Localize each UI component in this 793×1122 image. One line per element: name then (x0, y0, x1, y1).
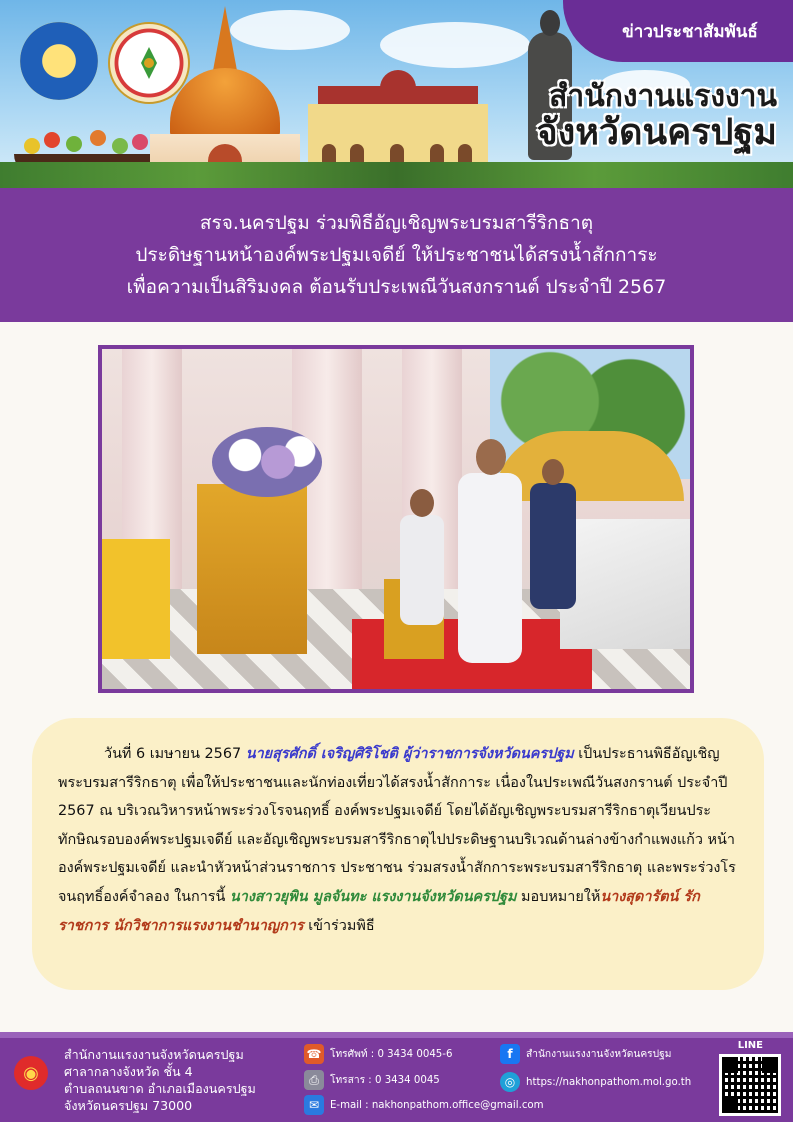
white-railing (560, 519, 690, 649)
headline-line3: เพื่อความเป็นสิริมงคล ต้อนรับประเพณีวันสงกรานต์ ประจำปี 2567 (126, 276, 667, 298)
golden-altar (197, 484, 307, 654)
qr-code-icon (719, 1054, 781, 1116)
body-main-text: เป็นประธานพิธีอัญเชิญพระบรมสารีริกธาตุ เพื่อให้ประชาชนและนักท่องเที่ยวได้สรงน้ำสักการะ เนื่องในประเพณีวันสงกรานต์ ประจำปี 2567 ณ บริเวณวิหารหน้าพระร่วงโรจนฤทธิ์ องค์พระปฐมเจดีย์ โดยได้อัญเชิญพระบรมสารีริกธาตุเวียนประทักษิณรอบองค์พระปฐมเจดีย์ และอัญเชิญพระบรมสารีริกธาตุไปประดิษฐานบริเวณด้านล่างข้างกำแพงแก้ว หน้าองค์พระปฐมเจดีย์ และนำหัวหน้าส่วนราชการ ประชาชน ร่วมสรงน้ำสักการะพระบรมสารีริกธาตุ และพระร่วงโรจนฤทธิ์องค์จำลอง ในการนี้ (58, 746, 736, 905)
officer-name: นางสุดารัตน์ รักราชการ นักวิชาการแรงงานชำนาญการ (58, 888, 700, 934)
website-contact[interactable] (500, 1072, 691, 1092)
flower-arrangement (212, 427, 322, 497)
body-assign-text: มอบหมายให้ (516, 888, 601, 905)
news-body-paragraph (58, 740, 738, 940)
official-figure (530, 459, 576, 609)
tree-line (0, 162, 793, 188)
facebook-text[interactable]: สำนักงานแรงงานจังหวัดนครปฐม (526, 1049, 672, 1060)
fax-contact (304, 1070, 440, 1090)
email-icon: ✉ (304, 1095, 324, 1115)
facebook-icon: f (500, 1044, 520, 1064)
ceremony-photo (98, 345, 694, 693)
facebook-contact[interactable] (500, 1044, 671, 1064)
footer-strip (0, 1032, 793, 1038)
address-line2: ศาลากลางจังหวัด ชั้น 4 (64, 1064, 193, 1079)
governor-name: นายสุรศักดิ์ เจริญศิริโชติ ผู้ว่าราชการจังหวัดนครปฐม (245, 746, 574, 762)
headline-line2: ประดิษฐานหน้าองค์พระปฐมเจดีย์ ให้ประชาชนได้สรงน้ำสักการะ (135, 244, 658, 266)
office-name-line2: จังหวัดนครปฐม (536, 112, 777, 153)
body-date-text: วันที่ 6 เมษายน 2567 (104, 746, 246, 762)
website-text[interactable]: https://nakhonpathom.mol.go.th (526, 1076, 692, 1088)
email-contact[interactable] (304, 1095, 544, 1115)
headline-line1: สรจ.นครปฐม ร่วมพิธีอัญเชิญพระบรมสารีริกธาตุ (199, 212, 594, 234)
press-release-tag: ข่าวประชาสัมพันธ์ (563, 0, 793, 62)
line-label: LINE (737, 1040, 763, 1051)
cloud (380, 22, 530, 68)
governor-figure (450, 439, 530, 669)
phra-pathommachedi-illustration (150, 6, 300, 188)
office-name-line1: สำนักงานแรงงาน (549, 79, 777, 114)
attendant-figure (398, 489, 446, 629)
news-body-card (32, 718, 764, 990)
email-text[interactable]: E-mail : nakhonpathom.office@gmail.com (330, 1099, 544, 1111)
yellow-sign (102, 539, 170, 659)
phone-contact (304, 1044, 452, 1064)
location-pin-icon: ◉ (14, 1056, 48, 1090)
phone-icon: ☎ (304, 1044, 324, 1064)
footer-address (64, 1046, 256, 1114)
address-line1: สำนักงานแรงงานจังหวัดนครปฐม (64, 1047, 244, 1062)
headline (0, 188, 793, 322)
phone-text: โทรศัพท์ : 0 3434 0045-6 (330, 1049, 453, 1060)
province-seal-logo (20, 22, 98, 100)
fax-icon: ⎙ (304, 1070, 324, 1090)
office-name (537, 80, 777, 153)
address-line3: ตำบลถนนขาด อำเภอเมืองนครปฐม (64, 1081, 256, 1096)
address-line4: จังหวัดนครปฐม 73000 (64, 1098, 193, 1113)
body-end-text: เข้าร่วมพิธี (303, 917, 375, 934)
footer (0, 1032, 793, 1122)
globe-icon: ◎ (500, 1072, 520, 1092)
fax-text: โทรสาร : 0 3434 0045 (330, 1075, 440, 1086)
labour-head-name: นางสาวยุพิน มูลจันทะ แรงงานจังหวัดนครปฐม (229, 888, 517, 905)
header-banner (0, 0, 793, 188)
